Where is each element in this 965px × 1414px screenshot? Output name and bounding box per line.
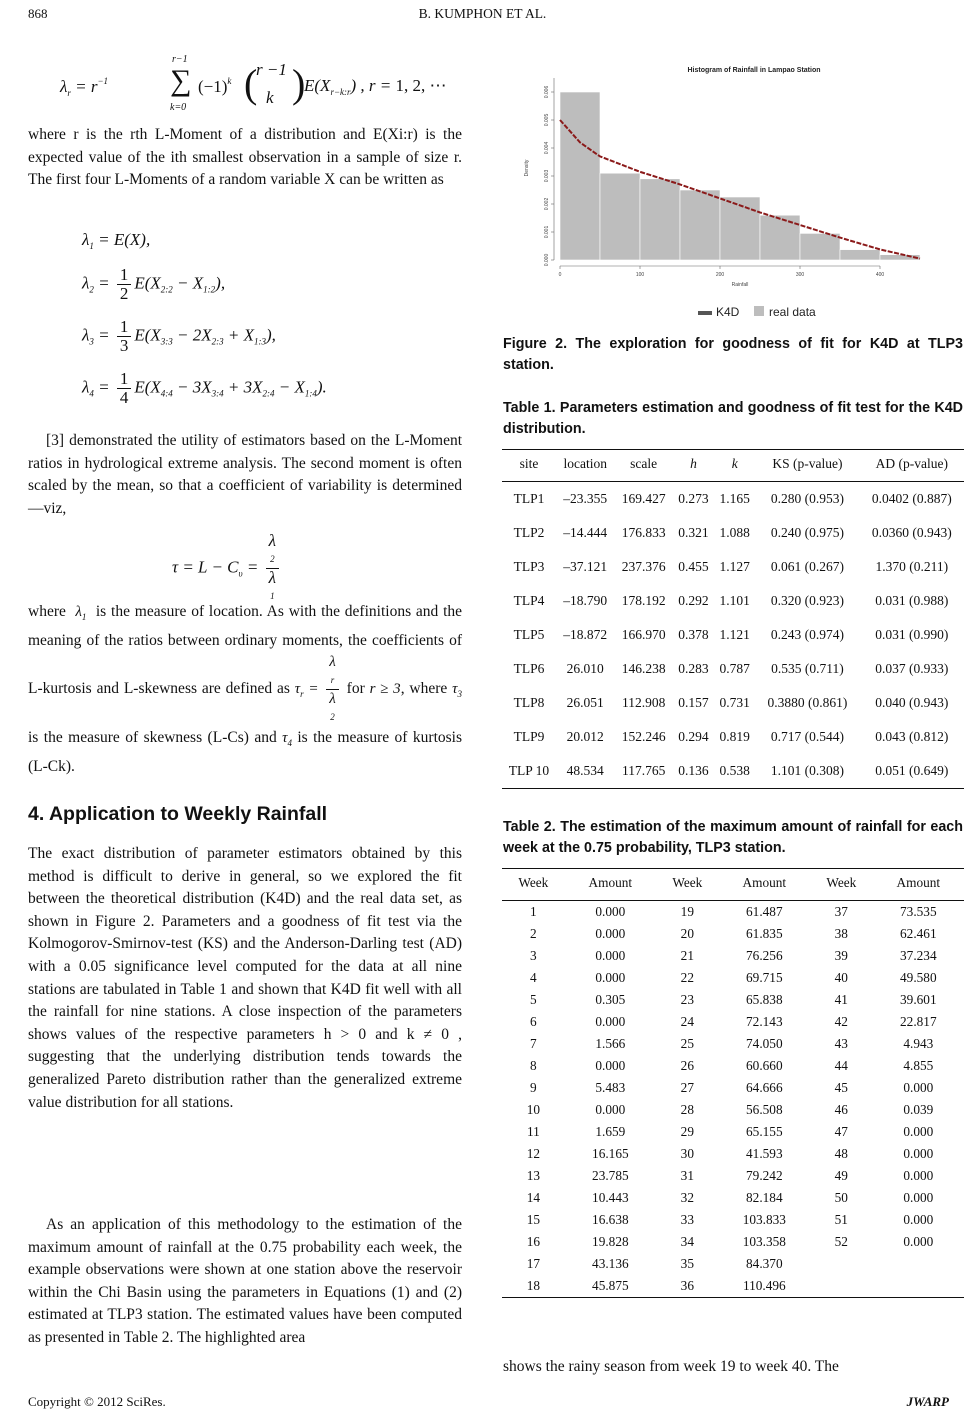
section-title: 4. Application to Weekly Rainfall [28, 803, 328, 825]
table-cell: TLP9 [513, 729, 545, 744]
table-cell: –14.444 [563, 525, 608, 540]
table-cell: 49.580 [900, 970, 937, 985]
table-1-header: scale [614, 450, 672, 482]
table-cell [810, 1275, 873, 1298]
table-cell: 0.292 [678, 593, 709, 608]
table-cell: 27 [680, 1080, 694, 1095]
paragraph-application: The exact distribution of parameter estimators obtained by this method is difficult to derive in general, so we explored the fit between the theoretical distribution (K4D) and the real data set, as shown in Figure 2. Parameters and a goodness of fit test via the Kolmogorov-Smirnov-test (KS) and the Anderson-Darling test (AD) with a 0.05 significance level computed for the data at all nine stations are tabulated in Table 1 and shown that K4D fit well with all the rainfall for nine stations. A close inspection of the parameters shows values of the respective parameters h > 0 and k ≠ 0 , suggesting that the underlying distribution tends towards the generalized Pareto distribution rather than the generalized extreme value distribution for all stations. [28, 845, 462, 1111]
table-cell: 61.835 [746, 926, 783, 941]
table-cell: 0.787 [719, 661, 750, 676]
legend-swatch [698, 311, 712, 315]
table-cell: 0.000 [903, 1124, 934, 1139]
table-cell: 20 [680, 926, 694, 941]
table-row [502, 1033, 964, 1055]
table-cell: 23 [680, 992, 694, 1007]
table-cell: 84.370 [746, 1256, 783, 1271]
equation-lambda-r: $\lambda_r = r^{-1}$ r−1 ∑ k=0 $(-1)^k$ ( r −1 k ) $E(X_{r-k:r})$ , r = 1, 2, ⋯ [60, 54, 447, 113]
table-cell: 69.715 [746, 970, 783, 985]
table-cell: 49 [834, 1168, 848, 1183]
table-cell: 4.855 [903, 1058, 934, 1073]
table-cell: 20.012 [566, 729, 604, 744]
x-tick-label: 0 [558, 272, 562, 278]
table-cell: 10.443 [592, 1190, 629, 1205]
table-cell: 0.061 (0.267) [770, 559, 845, 574]
table-row [502, 584, 964, 618]
table-cell: 12 [526, 1146, 540, 1161]
table-cell: 24 [680, 1014, 694, 1029]
table-cell: 42 [834, 1014, 848, 1029]
table-row [502, 516, 964, 550]
table-cell: 0.538 [714, 754, 755, 789]
table-cell: 112.908 [621, 695, 666, 710]
table-2-header: Week [656, 869, 719, 901]
table-1 [502, 449, 964, 789]
table-row [502, 945, 964, 967]
table-cell: TLP2 [513, 525, 545, 540]
table-cell: 0.000 [595, 926, 626, 941]
x-tick-label: 100 [635, 272, 645, 278]
legend-label: K4D [716, 305, 740, 319]
table-cell: 37 [834, 904, 848, 919]
x-tick-label: 200 [715, 272, 725, 278]
chart-title: Histogram of Rainfall in Lampao Station [687, 67, 821, 74]
table-row [502, 1275, 964, 1298]
table-cell: 1.127 [719, 559, 750, 574]
table-cell: 0.717 (0.544) [770, 729, 845, 744]
table-cell: 48.534 [556, 754, 614, 789]
table-cell: 0.283 [678, 661, 709, 676]
table-cell: 18 [502, 1275, 565, 1298]
table-cell: 117.765 [614, 754, 672, 789]
table-cell: 11 [526, 1124, 540, 1139]
table-cell: 17 [526, 1256, 540, 1271]
table-cell: 39 [834, 948, 848, 963]
table-cell: 4.943 [903, 1036, 934, 1051]
table-cell: 0.0360 (0.943) [871, 525, 952, 540]
histogram-bar [600, 173, 640, 260]
table-cell: 36 [656, 1275, 719, 1298]
table-cell: 0.000 [903, 1080, 934, 1095]
table-cell: 82.184 [746, 1190, 783, 1205]
table-cell: 41.593 [746, 1146, 783, 1161]
table-cell: TLP3 [513, 559, 545, 574]
table-cell: 26.010 [566, 661, 604, 676]
histogram-bar [760, 215, 800, 260]
table-cell: 0.040 (0.943) [875, 695, 949, 710]
table-cell: 50 [834, 1190, 848, 1205]
table-cell: 34 [680, 1234, 694, 1249]
y-tick-label: 0.000 [544, 253, 550, 267]
table-cell: 0.0402 (0.887) [871, 491, 952, 506]
table-row [502, 901, 964, 924]
table-cell: 44 [834, 1058, 848, 1073]
table-row [502, 686, 964, 720]
table-row [502, 754, 964, 789]
table-cell: 43 [834, 1036, 848, 1051]
table-2-header: Amount [565, 869, 656, 901]
table-cell: 0.455 [678, 559, 709, 574]
table-cell: 0.273 [678, 491, 709, 506]
equation-lambda-1: $\lambda_1 = E(X)$, [82, 230, 151, 251]
histogram-bar [840, 250, 880, 260]
table-cell: 23.785 [592, 1168, 629, 1183]
table-cell: 56.508 [746, 1102, 783, 1117]
table-cell: 16.165 [592, 1146, 629, 1161]
table-cell: 1.101 [719, 593, 750, 608]
x-tick-label: 300 [795, 272, 805, 278]
table-cell: 0.157 [678, 695, 709, 710]
table-cell: 13 [526, 1168, 540, 1183]
table-cell: TLP1 [513, 491, 545, 506]
footer-journal: JWARP [906, 1394, 949, 1409]
table-cell: 79.242 [746, 1168, 783, 1183]
table-cell: 2 [530, 926, 537, 941]
table-cell: 1 [530, 904, 537, 919]
table-cell: TLP6 [513, 661, 545, 676]
table-cell: 0.294 [678, 729, 709, 744]
table-cell: 152.246 [621, 729, 666, 744]
table-1-header: site [502, 450, 556, 482]
table-2-caption: Table 2. The estimation of the maximum amount of rainfall for each week at the 0.75 probability, TLP3 station. [503, 819, 963, 856]
table-cell: 26 [680, 1058, 694, 1073]
table-cell: 0.051 (0.649) [860, 754, 964, 789]
table-cell: 1.370 (0.211) [875, 559, 949, 574]
histogram-bar [640, 179, 680, 260]
table-row [502, 1165, 964, 1187]
table-cell: 47 [834, 1124, 848, 1139]
y-tick-label: 0.004 [544, 141, 550, 155]
table-cell: 5.483 [595, 1080, 626, 1095]
table-row [502, 550, 964, 584]
table-cell: 48 [834, 1146, 848, 1161]
table-cell: 64.666 [746, 1080, 783, 1095]
table-cell [810, 1253, 873, 1275]
table-cell: 45.875 [565, 1275, 656, 1298]
table-cell: 0.000 [903, 1234, 934, 1249]
table-row [502, 1011, 964, 1033]
table-cell: 0.000 [903, 1146, 934, 1161]
table-cell: 5 [530, 992, 537, 1007]
table-cell: TLP4 [513, 593, 545, 608]
table-cell: 4 [530, 970, 537, 985]
table-row [502, 482, 964, 517]
table-cell: 61.487 [746, 904, 783, 919]
table-cell: 0.043 (0.812) [875, 729, 949, 744]
table-cell: –23.355 [563, 491, 608, 506]
table-row [502, 1231, 964, 1253]
table-cell: 1.121 [719, 627, 750, 642]
table-cell: 0.000 [903, 1190, 934, 1205]
table-1-header: location [556, 450, 614, 482]
table-cell: 19.828 [592, 1234, 629, 1249]
table-cell: 76.256 [746, 948, 783, 963]
table-row [502, 1143, 964, 1165]
table-cell: 0.000 [595, 1058, 626, 1073]
table-cell: 8 [530, 1058, 537, 1073]
table-1-caption: Table 1. Parameters estimation and goodness of fit test for the K4D distribution. [503, 400, 963, 437]
table-row [502, 989, 964, 1011]
table-row [502, 1209, 964, 1231]
table-cell [873, 1253, 964, 1275]
histogram-bar [680, 190, 720, 260]
table-2-header: Week [810, 869, 873, 901]
equation-lambda-3: $\lambda_3$ = $\frac{1}{3}$ $E(X_{3:3} - 2X_{2:3} + X_{1:3})$, [82, 317, 276, 355]
equation-lambda-2: $\lambda_2$ = $\frac{1}{2}$ $E(X_{2:2} - X_{1:2})$, [82, 265, 226, 303]
table-cell: 0.031 (0.988) [875, 593, 949, 608]
page-number: 868 [28, 6, 48, 21]
table-cell: 62.461 [900, 926, 937, 941]
legend-label: real data [769, 305, 816, 319]
table-row [502, 1055, 964, 1077]
table-cell [873, 1275, 964, 1298]
table-cell: 176.833 [621, 525, 666, 540]
figure-2-caption: Figure 2. The exploration for goodness of fit for K4D at TLP3 station. [503, 336, 963, 373]
table-cell: 45 [834, 1080, 848, 1095]
table-cell: TLP 10 [502, 754, 556, 789]
table-row [502, 720, 964, 754]
table-cell: 6 [530, 1014, 537, 1029]
table-cell: 0.280 (0.953) [770, 491, 845, 506]
table-cell: –18.790 [563, 593, 608, 608]
table-cell: 0.000 [595, 1014, 626, 1029]
table-cell: 0.000 [595, 948, 626, 963]
paragraph-lmoment-def: where r is the rth L-Moment of a distribution and E(Xi:r) is the expected value of the ith smallest observation in a sample of size r. The first four L-Moments of a random variable X can be written as [28, 126, 462, 189]
table-cell: 65.155 [746, 1124, 783, 1139]
table-1-header: k [714, 450, 755, 482]
table-cell: 0.243 (0.974) [770, 627, 845, 642]
table-cell: 146.238 [621, 661, 666, 676]
table-cell: 103.358 [742, 1234, 786, 1249]
table-cell: 29 [680, 1124, 694, 1139]
table-cell: 46 [834, 1102, 848, 1117]
table-cell: 0.321 [678, 525, 709, 540]
table-cell: 25 [680, 1036, 694, 1051]
table-cell: 0.731 [719, 695, 750, 710]
table-cell: 22 [680, 970, 694, 985]
table-cell: 1.088 [719, 525, 750, 540]
y-tick-label: 0.003 [544, 169, 550, 183]
table-cell: –37.121 [563, 559, 608, 574]
footer-copyright: Copyright © 2012 SciRes. [28, 1394, 166, 1409]
table-2 [502, 868, 964, 1298]
histogram-bar [800, 233, 840, 260]
table-cell: 30 [680, 1146, 694, 1161]
table-cell: 237.376 [621, 559, 666, 574]
y-tick-label: 0.005 [544, 113, 550, 127]
table-2-header: Week [502, 869, 565, 901]
paragraph-rainy-season: shows the rainy season from week 19 to week 40. The [503, 1358, 839, 1375]
table-cell: 32 [680, 1190, 694, 1205]
equation-tau: $\tau = L - C_\upsilon$ = λ 2 λ 1 [172, 532, 282, 605]
table-cell: 60.660 [746, 1058, 783, 1073]
legend-swatch [754, 306, 764, 316]
table-cell: 21 [680, 948, 694, 963]
table-cell: 33 [680, 1212, 694, 1227]
table-cell: 0.000 [903, 1168, 934, 1183]
figure-2-chart [510, 58, 960, 330]
table-cell: 14 [526, 1190, 540, 1205]
table-cell: 1.566 [595, 1036, 626, 1051]
table-cell: 110.496 [719, 1275, 810, 1298]
table-cell: 37.234 [900, 948, 937, 963]
table-cell: 73.535 [900, 904, 937, 919]
table-cell: 178.192 [621, 593, 666, 608]
table-row [502, 1099, 964, 1121]
table-cell: 0.136 [673, 754, 714, 789]
chart-y-label: Density [524, 159, 530, 177]
table-cell: 41 [834, 992, 848, 1007]
table-cell: TLP8 [513, 695, 545, 710]
table-cell: 0.378 [678, 627, 709, 642]
table-cell: 74.050 [746, 1036, 783, 1051]
paragraph-skew-kurtosis: where $\lambda_1$ is the measure of location. As with the definitions and the meaning of the ratios between ordinary moments, the coefficients of L-kurtosis and L-skewness are defined as $\tau_r$ = λ r λ 2 for r ≥ 3, where $\tau_3$ is the measure of skewness (L-Cs) and $\tau_4$ is the measure of kurtosis (L-Ck). [28, 603, 463, 775]
paragraph-estimation: As an application of this methodology to the estimation of the maximum amount of rainfall at the 0.75 probability each week, the example observations were shown at one station above the reservoir within the Chi Basin using the parameters in Equations (1) and (2) estimated at TLP3 station. The estimated values have been computed as presented in Table 2. The highlighted area [28, 1216, 462, 1346]
table-cell: 9 [530, 1080, 537, 1095]
table-cell: 0.535 (0.711) [771, 661, 844, 676]
table-cell: 0.000 [595, 970, 626, 985]
table-cell: 1.659 [595, 1124, 626, 1139]
table-cell: 169.427 [621, 491, 666, 506]
table-cell: 35 [680, 1256, 694, 1271]
table-cell: 0.305 [595, 992, 626, 1007]
table-cell: 22.817 [900, 1014, 937, 1029]
table-1-header: h [673, 450, 714, 482]
table-cell: 72.143 [746, 1014, 783, 1029]
table-cell: 51 [834, 1212, 848, 1227]
table-cell: 1.165 [719, 491, 750, 506]
table-1-header: AD (p-value) [860, 450, 964, 482]
table-cell: 65.838 [746, 992, 783, 1007]
table-cell: 38 [834, 926, 848, 941]
table-cell: 40 [834, 970, 848, 985]
table-1-header: KS (p-value) [755, 450, 859, 482]
table-cell: 10 [526, 1102, 540, 1117]
table-cell: 16 [526, 1234, 540, 1249]
table-cell: 0.037 (0.933) [875, 661, 949, 676]
table-2-header: Amount [873, 869, 964, 901]
table-cell: 3 [530, 948, 537, 963]
equation-lambda-4: $\lambda_4$ = $\frac{1}{4}$ $E(X_{4:4} - 3X_{3:4} + 3X_{2:4} - X_{1:4})$. [82, 369, 327, 407]
y-tick-label: 0.001 [544, 225, 550, 239]
paragraph-lmoment-ratios: [3] demonstrated the utility of estimators based on the L-Moment ratios in hydrological extreme analysis. The second moment is often scaled by the mean, so that a coefficient of variability is determined—viz, [28, 432, 462, 517]
table-row [502, 1077, 964, 1099]
y-tick-label: 0.006 [544, 85, 550, 99]
table-cell: 0.000 [595, 904, 626, 919]
table-cell: 43.136 [592, 1256, 629, 1271]
table-row [502, 1121, 964, 1143]
table-2-header: Amount [719, 869, 810, 901]
table-cell: –18.872 [563, 627, 608, 642]
y-tick-label: 0.002 [544, 197, 550, 211]
table-row [502, 618, 964, 652]
table-row [502, 1253, 964, 1275]
table-cell: TLP5 [513, 627, 545, 642]
table-cell: 0.039 [903, 1102, 934, 1117]
table-cell: 0.819 [719, 729, 750, 744]
x-tick-label: 400 [875, 272, 885, 278]
table-cell: 16.638 [592, 1212, 629, 1227]
table-cell: 15 [526, 1212, 540, 1227]
table-cell: 0.000 [595, 1102, 626, 1117]
table-cell: 19 [680, 904, 694, 919]
table-cell: 1.101 (0.308) [755, 754, 859, 789]
table-cell: 31 [680, 1168, 694, 1183]
table-cell: 0.240 (0.975) [770, 525, 845, 540]
table-cell: 0.031 (0.990) [875, 627, 949, 642]
histogram-bar [560, 92, 600, 260]
table-cell: 0.000 [903, 1212, 934, 1227]
table-cell: 0.320 (0.923) [770, 593, 845, 608]
table-row [502, 967, 964, 989]
table-row [502, 923, 964, 945]
table-cell: 166.970 [621, 627, 666, 642]
table-row [502, 1187, 964, 1209]
table-cell: 52 [834, 1234, 848, 1249]
chart-x-label: Rainfall [731, 282, 749, 288]
table-row [502, 652, 964, 686]
running-title: B. KUMPHON ET AL. [418, 6, 547, 21]
table-cell: 0.3880 (0.861) [767, 695, 848, 710]
table-cell: 39.601 [900, 992, 937, 1007]
table-cell: 28 [680, 1102, 694, 1117]
table-cell: 103.833 [742, 1212, 786, 1227]
table-cell: 7 [530, 1036, 537, 1051]
table-cell: 26.051 [566, 695, 604, 710]
